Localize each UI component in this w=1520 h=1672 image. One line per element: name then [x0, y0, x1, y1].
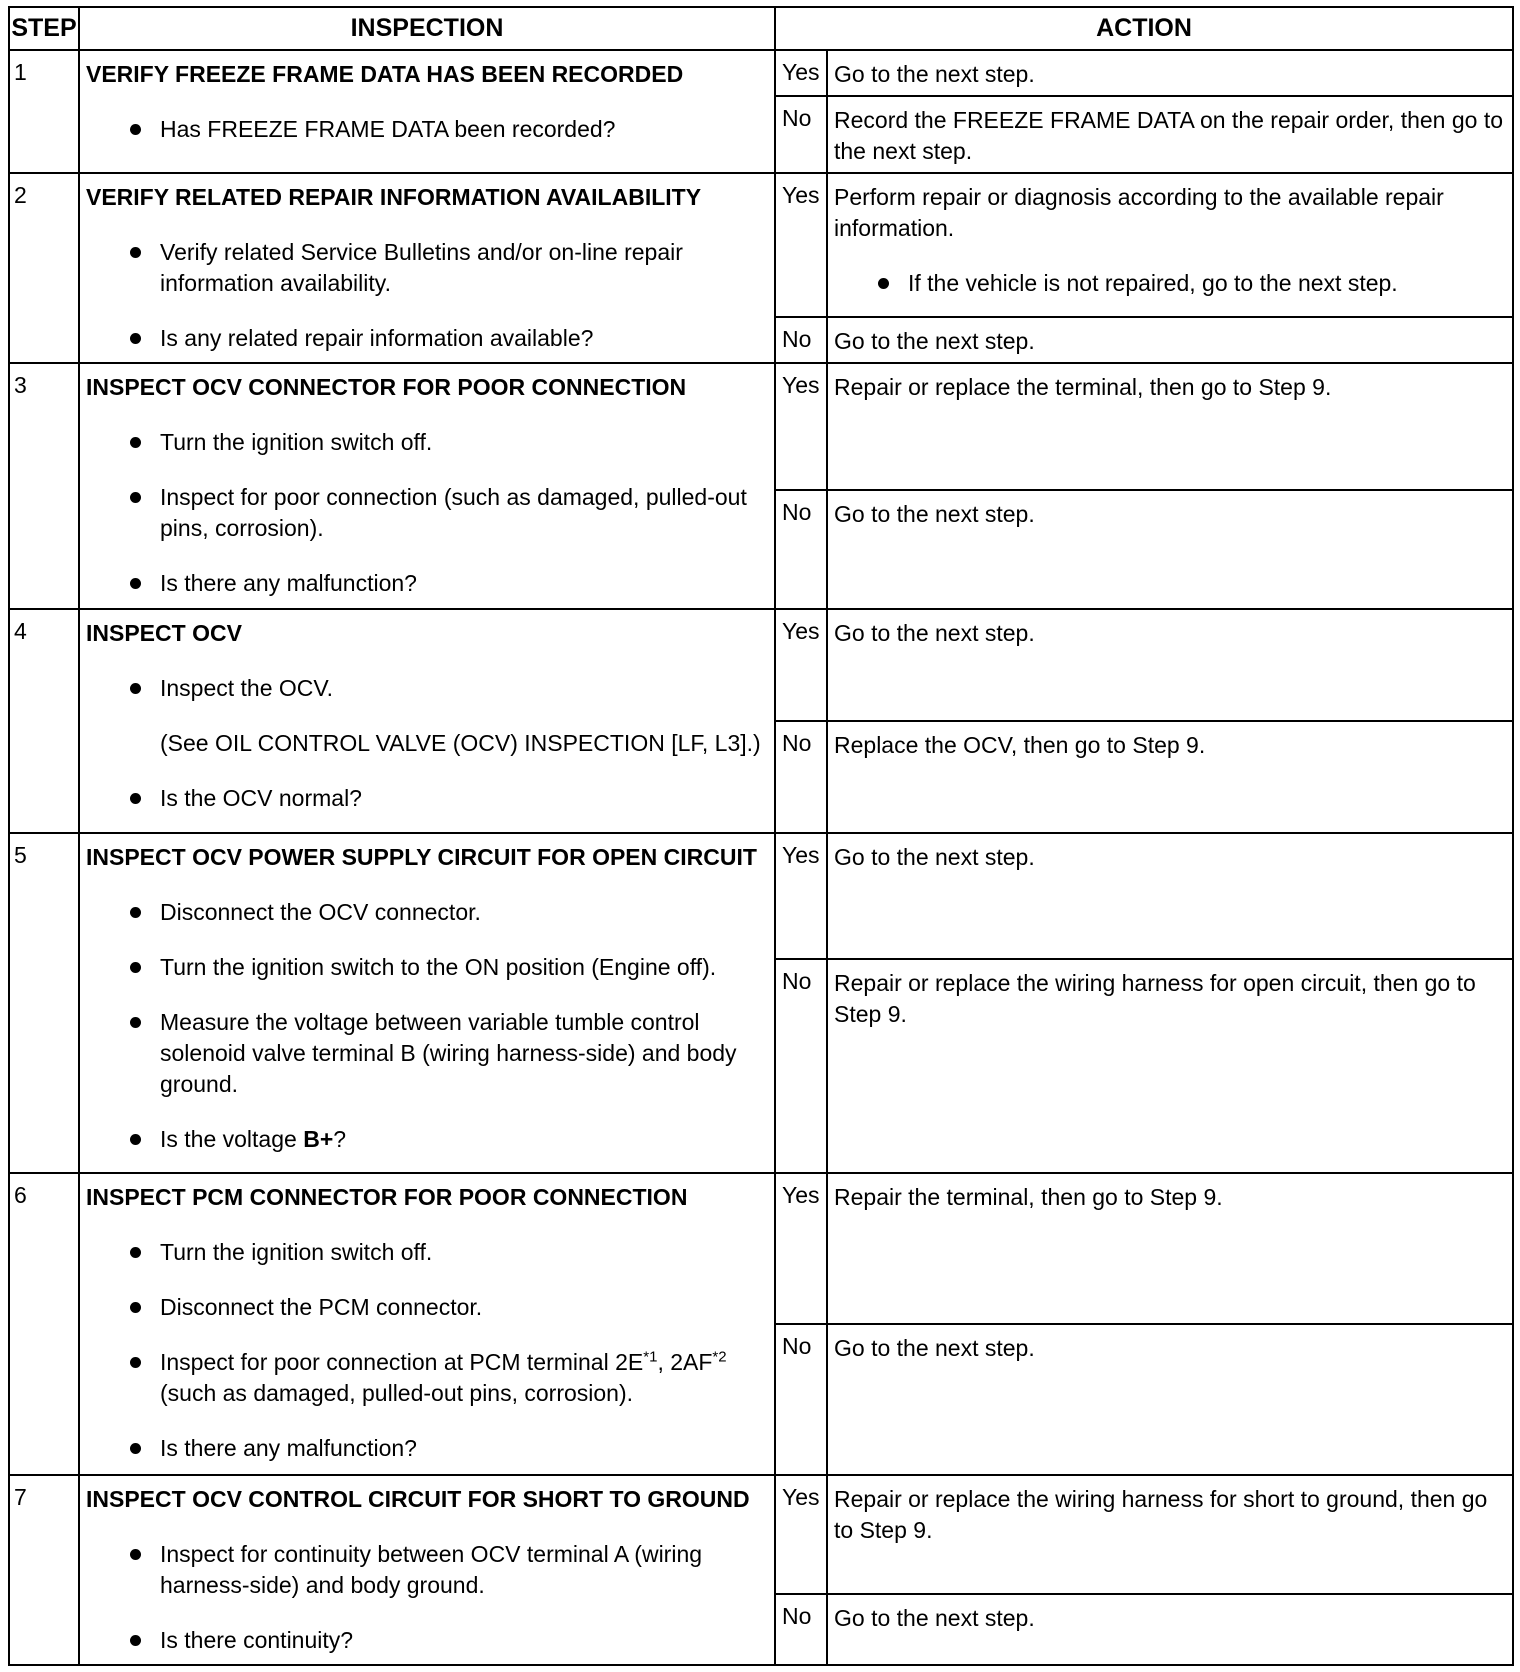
bullet-icon	[130, 333, 141, 344]
step-title: INSPECT OCV POWER SUPPLY CIRCUIT FOR OPEN CIRCUIT	[86, 844, 757, 871]
bullet-item: Disconnect the OCV connector.	[130, 897, 768, 928]
yes-action: Repair or replace the wiring harness for short to ground, then go to Step 9.	[827, 1475, 1513, 1594]
bullet-item: Turn the ignition switch off.	[130, 1237, 768, 1268]
bullet-icon	[130, 1443, 141, 1454]
bullet-icon	[130, 1302, 141, 1313]
no-action: Go to the next step.	[827, 317, 1513, 363]
bullet-icon	[130, 437, 141, 448]
bullet-item: Turn the ignition switch to the ON position (Engine off).	[130, 952, 768, 983]
yes-action: Go to the next step.	[827, 50, 1513, 96]
no-label: No	[775, 490, 827, 609]
yes-label: Yes	[775, 1475, 827, 1594]
no-action: Go to the next step.	[827, 1594, 1513, 1665]
yes-action-cell	[827, 173, 1513, 317]
header-step: STEP	[9, 7, 79, 50]
bullet-icon	[130, 1247, 141, 1258]
bullet-icon	[130, 1134, 141, 1145]
table-row	[9, 1173, 1513, 1324]
bullet-icon	[130, 1635, 141, 1646]
bullet-icon	[130, 1549, 141, 1560]
yes-label: Yes	[775, 50, 827, 96]
bullet-item: Is the OCV normal?	[130, 783, 768, 814]
bullet-item: Turn the ignition switch off.	[130, 427, 768, 458]
no-action: Go to the next step.	[827, 490, 1513, 609]
no-label: No	[775, 1324, 827, 1475]
table-row	[9, 833, 1513, 958]
table-row	[9, 173, 1513, 317]
step-title: INSPECT OCV CONNECTOR FOR POOR CONNECTION	[86, 374, 687, 401]
bullet-item: Inspect the OCV.	[130, 673, 768, 704]
bullet-icon	[130, 1357, 141, 1368]
no-label: No	[775, 1594, 827, 1665]
table-row	[9, 363, 1513, 490]
step-number: 2	[9, 173, 79, 363]
table-row	[9, 609, 1513, 721]
bullet-icon	[130, 1017, 141, 1028]
bullet-item: Has FREEZE FRAME DATA been recorded?	[130, 114, 768, 145]
reference-note: (See OIL CONTROL VALVE (OCV) INSPECTION [LF, L3].)	[160, 729, 761, 756]
header-action: ACTION	[775, 7, 1513, 50]
bullet-item: Is there continuity?	[130, 1625, 768, 1656]
no-label: No	[775, 317, 827, 363]
bullet-icon	[130, 578, 141, 589]
bullet-icon	[130, 907, 141, 918]
yes-action: Go to the next step.	[827, 833, 1513, 958]
bullet-item: Is there any malfunction?	[130, 1433, 768, 1464]
bullet-icon	[130, 247, 141, 258]
bullet-icon	[130, 793, 141, 804]
table-row	[9, 1475, 1513, 1594]
bullet-icon	[130, 683, 141, 694]
inspection-cell	[79, 173, 775, 363]
step-number: 4	[9, 609, 79, 833]
yes-action: Go to the next step.	[827, 609, 1513, 721]
bullet-icon	[130, 492, 141, 503]
table-header-row	[9, 7, 1513, 50]
bullet-icon	[130, 124, 141, 135]
yes-action: Repair or replace the terminal, then go to Step 9.	[827, 363, 1513, 490]
no-label: No	[775, 96, 827, 174]
inspection-cell	[79, 1173, 775, 1475]
diagnostic-procedure-table	[8, 6, 1514, 1666]
inspection-cell	[79, 50, 775, 173]
no-action: Record the FREEZE FRAME DATA on the repair order, then go to the next step.	[827, 96, 1513, 174]
inspection-cell	[79, 1475, 775, 1665]
header-inspection: INSPECTION	[79, 7, 775, 50]
no-action: Repair or replace the wiring harness for open circuit, then go to Step 9.	[827, 959, 1513, 1173]
bullet-item: Is any related repair information available?	[130, 323, 768, 354]
yes-label: Yes	[775, 363, 827, 490]
step-number: 3	[9, 363, 79, 609]
bullet-item: Is there any malfunction?	[130, 568, 768, 599]
bullet-item: Inspect for poor connection at PCM terminal $2E^{*1}$, 2AF$^{*2}$ (such as damaged, pulled-out pins, corrosion).	[130, 1347, 768, 1409]
step-number: 6	[9, 1173, 79, 1475]
bullet-icon	[130, 962, 141, 973]
yes-action: Perform repair or diagnosis according to the available repair information.	[834, 184, 1444, 242]
bullet-item: Measure the voltage between variable tumble control solenoid valve terminal B (wiring harness-side) and body ground.	[130, 1007, 768, 1100]
bullet-item: Disconnect the PCM connector.	[130, 1292, 768, 1323]
table-row	[9, 50, 1513, 96]
no-label: No	[775, 721, 827, 833]
bullet-item: If the vehicle is not repaired, go to the next step.	[878, 268, 1504, 299]
step-number: 5	[9, 833, 79, 1173]
no-action: Go to the next step.	[827, 1324, 1513, 1475]
bullet-item: Inspect for continuity between OCV terminal A (wiring harness-side) and body ground.	[130, 1539, 768, 1601]
step-number: 7	[9, 1475, 79, 1665]
yes-label: Yes	[775, 1173, 827, 1324]
step-title: INSPECT OCV	[86, 619, 242, 646]
bullet-item: Verify related Service Bulletins and/or on-line repair information availability.	[130, 237, 768, 299]
yes-label: Yes	[775, 833, 827, 958]
step-title: VERIFY RELATED REPAIR INFORMATION AVAILABILITY	[86, 184, 702, 211]
yes-label: Yes	[775, 173, 827, 317]
yes-action: Repair the terminal, then go to Step 9.	[827, 1173, 1513, 1324]
bullet-item: Inspect for poor connection (such as damaged, pulled-out pins, corrosion).	[130, 482, 768, 544]
inspection-cell	[79, 609, 775, 833]
step-title: INSPECT OCV CONTROL CIRCUIT FOR SHORT TO GROUND	[86, 1486, 750, 1513]
inspection-cell	[79, 833, 775, 1173]
inspection-cell	[79, 363, 775, 609]
bullet-icon	[878, 278, 889, 289]
bullet-item: Is the voltage B+?	[130, 1124, 768, 1155]
no-action: Replace the OCV, then go to Step 9.	[827, 721, 1513, 833]
no-label: No	[775, 959, 827, 1173]
step-number: 1	[9, 50, 79, 173]
step-title: INSPECT PCM CONNECTOR FOR POOR CONNECTION	[86, 1184, 688, 1211]
step-title: VERIFY FREEZE FRAME DATA HAS BEEN RECORDED	[86, 60, 684, 87]
yes-label: Yes	[775, 609, 827, 721]
